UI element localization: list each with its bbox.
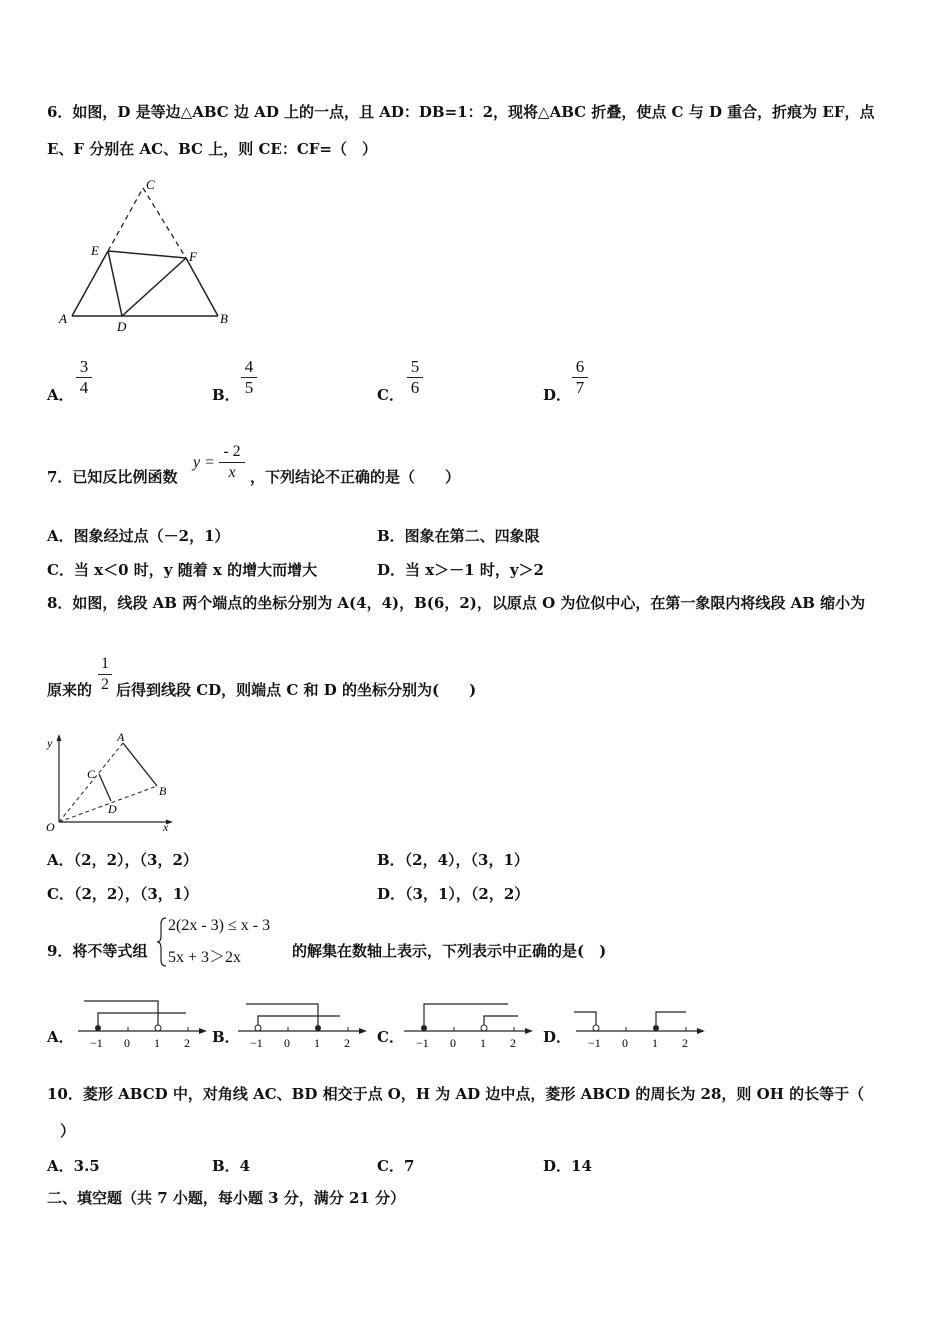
q7-stem-suffix: ，下列结论不正确的是（ ） [250, 468, 461, 486]
tick-label: 0 [450, 1036, 456, 1050]
q9-option-d-numberline[interactable] [570, 996, 710, 1052]
q9-stem-suffix: 的解集在数轴上表示，下列表示中正确的是( ) [292, 942, 607, 960]
q7-option-b[interactable]: B．图象在第二、四象限 [377, 527, 540, 545]
q7-function-lhs: y = [193, 454, 215, 471]
q9-system-brace [156, 916, 168, 968]
q9-option-c-numberline[interactable] [398, 996, 538, 1052]
q6-dash-cf [143, 188, 186, 258]
q6-option-a-fraction[interactable]: 3 4 [76, 357, 92, 398]
q8-segment-cd [99, 774, 111, 801]
q8-coordinate-figure [42, 730, 182, 838]
q9-inequality-2: 5x + 3＞2x [168, 949, 242, 966]
q6-option-c-fraction[interactable]: 5 6 [407, 357, 423, 398]
q6-option-d-fraction[interactable]: 6 7 [572, 357, 588, 398]
q8-stem-line2-prefix: 原来的 [47, 681, 93, 699]
q9-option-b-numberline[interactable] [232, 996, 372, 1052]
q8-label-x: x [163, 820, 169, 834]
q9-option-b-letter[interactable]: B． [212, 1028, 240, 1046]
q8-segment-ab [123, 743, 157, 786]
q9-option-a-letter[interactable]: A． [47, 1028, 74, 1046]
tick-label: 2 [184, 1036, 190, 1050]
q9-stem-prefix: 9．将不等式组 [47, 942, 148, 960]
q8-option-d[interactable]: D．（3，1），（2，2） [377, 885, 530, 903]
q6-stem-line2: E、F 分别在 AC、BC 上，则 CE：CF=（ ） [47, 140, 377, 158]
q6-label-d: D [117, 319, 127, 334]
q6-option-b-letter[interactable]: B． [212, 386, 240, 404]
q6-option-a-letter[interactable]: A． [47, 386, 74, 404]
q10-option-a[interactable]: A．3.5 [47, 1157, 100, 1175]
q6-label-b: B [220, 311, 228, 326]
q8-option-a[interactable]: A．（2，2），（3，2） [47, 851, 198, 869]
q8-label-y: y [47, 736, 53, 750]
tick-label: 0 [622, 1036, 628, 1050]
q6-seg-ed [108, 251, 122, 316]
q7-option-a[interactable]: A．图象经过点（－2，1） [47, 527, 230, 545]
tick-label: 2 [344, 1036, 350, 1050]
tick-label: −1 [588, 1036, 601, 1050]
q7-stem-prefix: 7．已知反比例函数 [47, 468, 178, 486]
q8-y-arrow [57, 734, 62, 741]
q9-option-c-letter[interactable]: C． [377, 1028, 404, 1046]
q10-stem-line1: 10．菱形 ABCD 中，对角线 AC、BD 相交于点 O，H 为 AD 边中点，菱形 ABCD 的周长为 28，则 OH 的长等于（ [47, 1085, 865, 1103]
q6-seg-fd [122, 258, 186, 316]
tick-label: 2 [510, 1036, 516, 1050]
q8-label-o: O [46, 820, 55, 834]
q6-option-c-letter[interactable]: C． [377, 386, 404, 404]
q6-label-a: A [59, 311, 67, 326]
q8-half-fraction: 1 2 [98, 654, 112, 695]
tick-label: 2 [682, 1036, 688, 1050]
q8-label-b: B [159, 784, 167, 798]
q8-label-a: A [117, 730, 125, 744]
q6-side-fb [186, 258, 218, 316]
section-2-heading: 二、填空题（共 7 小题，每小题 3 分，满分 21 分） [47, 1189, 406, 1207]
q8-option-b[interactable]: B．（2，4），（3，1） [377, 851, 529, 869]
q8-stem-line2-suffix: 后得到线段 CD，则端点 C 和 D 的坐标分别为( ) [116, 681, 477, 699]
tick-label: 1 [154, 1036, 160, 1050]
q6-option-b-fraction[interactable]: 4 5 [241, 357, 257, 398]
tick-label: −1 [416, 1036, 429, 1050]
q7-option-c[interactable]: C．当 x＜0 时，y 随着 x 的增大而增大 [47, 561, 318, 579]
q6-dash-ec [108, 188, 143, 251]
q7-option-d[interactable]: D．当 x＞－1 时，y＞2 [377, 561, 544, 579]
tick-label: −1 [90, 1036, 103, 1050]
tick-label: 1 [314, 1036, 320, 1050]
q6-label-f: F [189, 249, 197, 264]
q9-option-d-letter[interactable]: D． [543, 1028, 572, 1046]
q6-label-e: E [91, 243, 99, 258]
q6-option-d-letter[interactable]: D． [543, 386, 572, 404]
q9-option-a-numberline[interactable] [72, 996, 212, 1052]
q10-stem-line2: ） [60, 1122, 76, 1140]
q10-option-d[interactable]: D．14 [543, 1157, 592, 1175]
tick-label: 0 [124, 1036, 130, 1050]
q8-label-d: D [108, 802, 117, 816]
tick-label: 1 [480, 1036, 486, 1050]
q6-triangle-figure [55, 175, 240, 340]
q8-stem-line1: 8．如图，线段 AB 两个端点的坐标分别为 A(4，4)，B(6，2)，以原点 O 为位似中心，在第一象限内将线段 AB 缩小为 [47, 594, 866, 612]
tick-label: −1 [250, 1036, 263, 1050]
q6-fold-ef [108, 251, 186, 258]
q8-option-c[interactable]: C．（2，2），（3，1） [47, 885, 199, 903]
q6-label-c: C [146, 177, 155, 192]
q7-function-fraction: - 2 x [219, 442, 245, 483]
q9-inequality-1: 2(2x - 3) ≤ x - 3 [168, 917, 271, 934]
q10-option-c[interactable]: C．7 [377, 1157, 415, 1175]
q6-stem-line1: 6．如图，D 是等边△ABC 边 AD 上的一点，且 AD：DB=1：2，现将△ABC 折叠，使点 C 与 D 重合，折痕为 EF，点 [47, 103, 875, 121]
q8-label-c: C [87, 767, 96, 781]
tick-label: 1 [652, 1036, 658, 1050]
tick-label: 0 [284, 1036, 290, 1050]
q6-side-ae [72, 251, 108, 316]
q10-option-b[interactable]: B．4 [212, 1157, 251, 1175]
